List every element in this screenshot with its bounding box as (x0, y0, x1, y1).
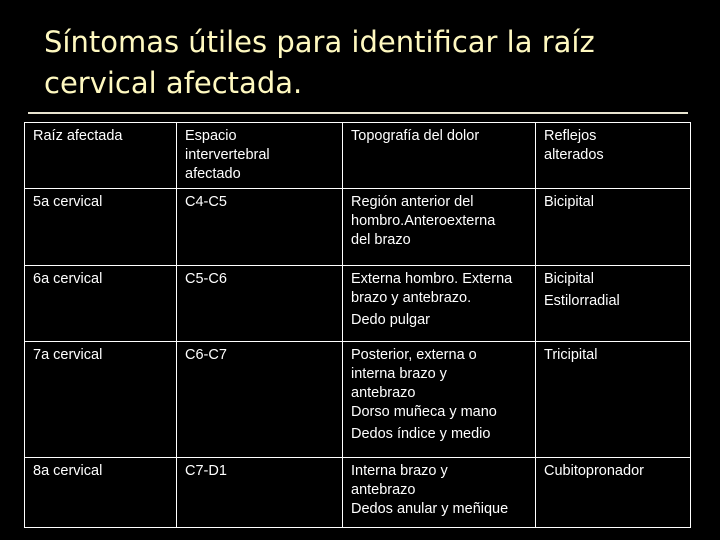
header-reflexes-line-1: Reflejos (544, 128, 597, 144)
pain-line: brazo y antebrazo. (351, 290, 472, 306)
pain-line: Dedo pulgar (351, 312, 430, 328)
header-reflexes-line-2: alterados (544, 147, 604, 163)
header-root (25, 123, 177, 189)
table-header-row (25, 123, 691, 189)
root-cell: 5a cervical (25, 189, 177, 266)
root-cell: 7a cervical (25, 342, 177, 458)
pain-cell (343, 458, 536, 528)
slide-title-line-1: Síntomas útiles para identificar la raíz (44, 25, 595, 59)
header-root-line: Raíz afectada (33, 128, 123, 144)
space-cell: C7-D1 (177, 458, 343, 528)
table-row (25, 266, 691, 342)
pain-line: Dorso muñeca y mano (351, 404, 497, 420)
pain-line: antebrazo (351, 482, 416, 498)
pain-cell (343, 189, 536, 266)
reflex-line: Tricipital (544, 347, 598, 363)
header-pain-line: Topografía del dolor (351, 128, 480, 144)
pain-line: hombro.Anteroexterna (351, 213, 496, 229)
table-row (25, 342, 691, 458)
title-divider (28, 112, 688, 114)
reflex-line: Cubitopronador (544, 463, 644, 479)
space-cell: C5-C6 (177, 266, 343, 342)
header-space-line-2: intervertebral (185, 147, 270, 163)
space-cell: C4-C5 (177, 189, 343, 266)
reflex-line: Estilorradial (544, 293, 620, 309)
cervical-root-table (24, 122, 691, 528)
header-space (177, 123, 343, 189)
pain-line: Dedos índice y medio (351, 426, 491, 442)
pain-cell (343, 342, 536, 458)
table-row (25, 458, 691, 528)
reflexes-cell (536, 458, 691, 528)
reflexes-cell (536, 189, 691, 266)
pain-line: interna brazo y (351, 366, 447, 382)
slide-title (44, 22, 684, 104)
pain-line: Interna brazo y (351, 463, 448, 479)
pain-line: Externa hombro. Externa (351, 271, 513, 287)
header-reflexes (536, 123, 691, 189)
header-pain (343, 123, 536, 189)
pain-cell (343, 266, 536, 342)
table-row (25, 189, 691, 266)
space-cell: C6-C7 (177, 342, 343, 458)
slide-title-line-2: cervical afectada. (44, 66, 303, 100)
reflexes-cell (536, 266, 691, 342)
root-cell: 8a cervical (25, 458, 177, 528)
reflex-line: Bicipital (544, 271, 594, 287)
pain-line: Dedos anular y meñique (351, 501, 509, 517)
reflexes-cell (536, 342, 691, 458)
pain-line: antebrazo (351, 385, 416, 401)
pain-line: Posterior, externa o (351, 347, 477, 363)
root-cell: 6a cervical (25, 266, 177, 342)
header-space-line-3: afectado (185, 166, 241, 182)
pain-line: del brazo (351, 232, 411, 248)
pain-line: Región anterior del (351, 194, 474, 210)
header-space-line-1: Espacio (185, 128, 237, 144)
reflex-line: Bicipital (544, 194, 594, 210)
